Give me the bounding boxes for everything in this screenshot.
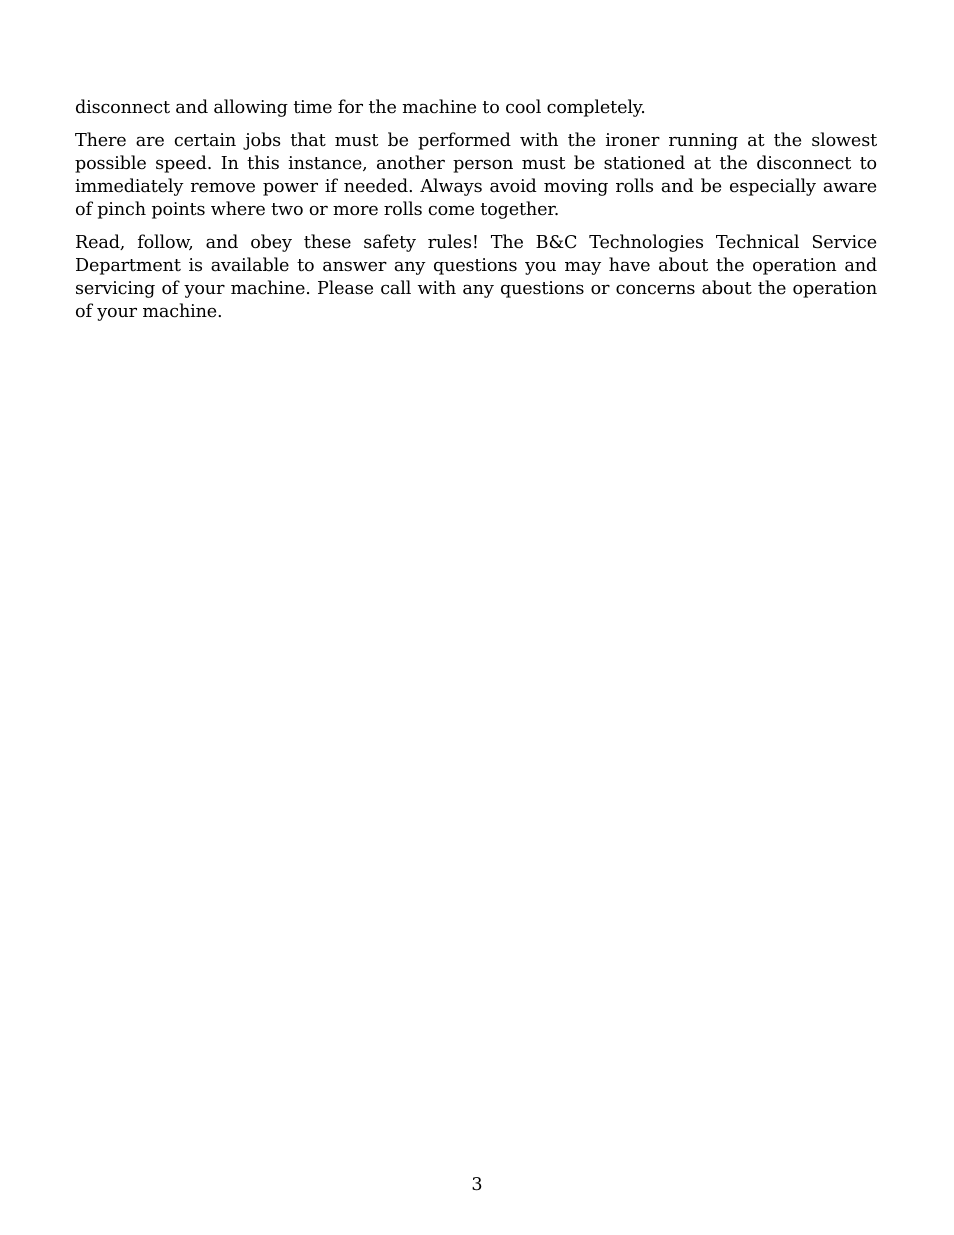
body-text	[75, 97, 877, 334]
page-number: 3	[471, 1175, 483, 1195]
paragraph-safety-rules: Read, follow, and obey these safety rules! The B&C Technologies Technical Service Department is available to answer any questions you may have about the operation and servicing of your machine. Please call with any questions or concerns about the operation of your machine.	[75, 233, 877, 322]
paragraph-continuation: disconnect and allowing time for the machine to cool completely.	[75, 98, 646, 118]
paragraph-slow-speed-jobs: There are certain jobs that must be performed with the ironer running at the slowest possible speed. In this instance, another person must be stationed at the disconnect to immediately remove power if needed. Always avoid moving rolls and be especially aware of pinch points where two or more rolls come together.	[75, 131, 877, 220]
